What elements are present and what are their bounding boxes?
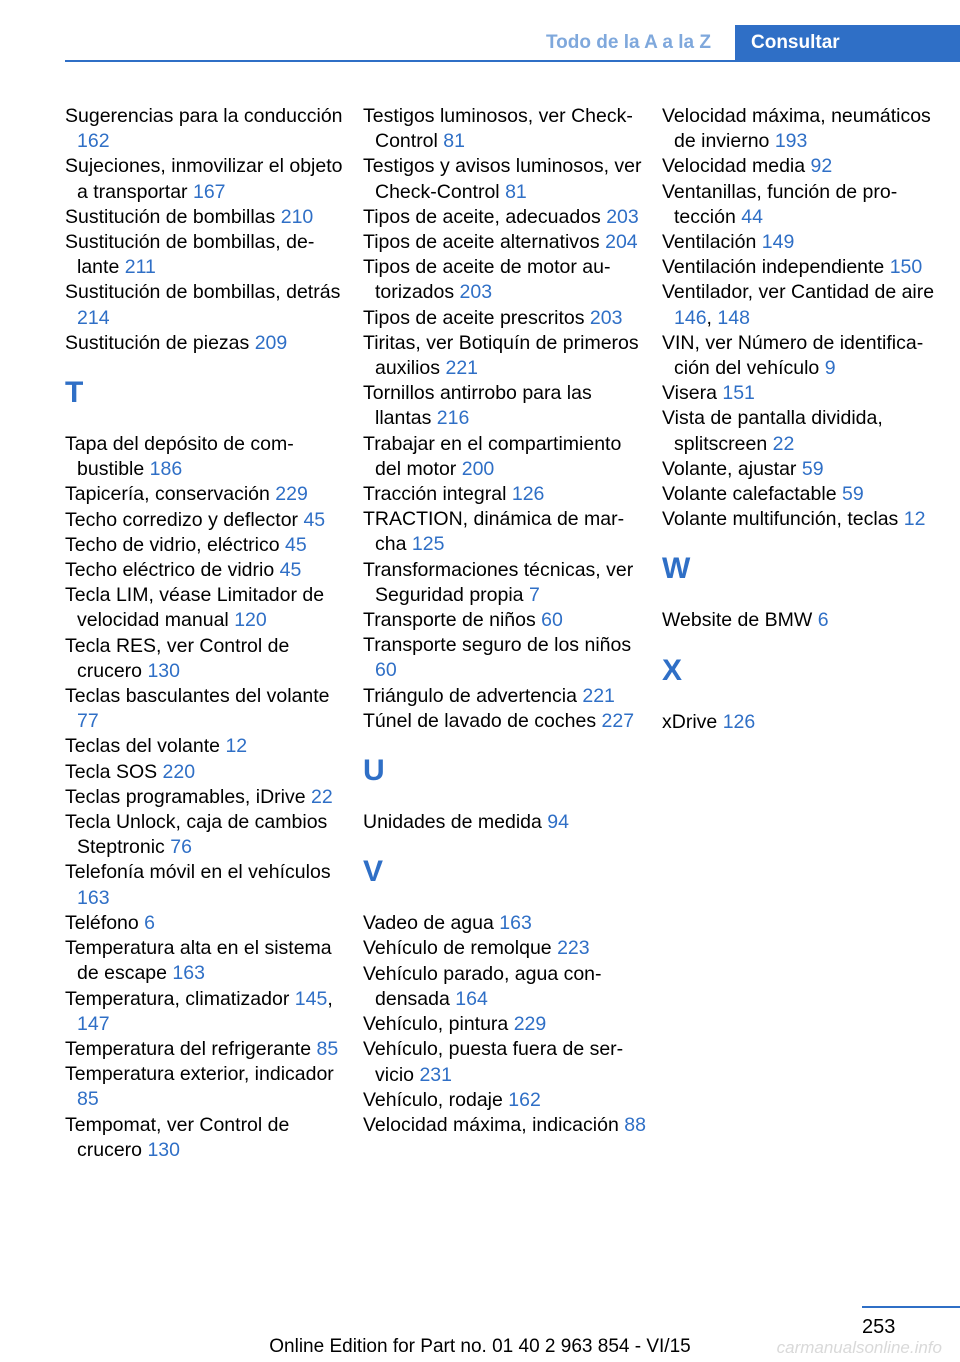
page-link[interactable]: 149 (761, 231, 795, 254)
index-entry (363, 1088, 648, 1113)
index-entry-text: Techo corredizo y deflector (65, 508, 299, 531)
index-entry (65, 583, 350, 633)
index-entry (363, 1037, 648, 1087)
index-entry-text: Unidades de medida (363, 811, 542, 834)
index-letter-heading: V (363, 855, 384, 889)
index-column-1 (65, 104, 350, 1163)
index-entry-text: Tiritas, ver Botiquín de primeros auxilios (363, 331, 639, 380)
page-link[interactable]: 81 (505, 180, 527, 203)
page-link[interactable]: 210 (280, 205, 314, 228)
index-entry-text: Tapicería, conservación (65, 483, 270, 506)
page-link[interactable]: 9 (824, 357, 836, 380)
index-entry-text: Velocidad media (662, 155, 806, 178)
index-entry-text: Techo eléctrico de vidrio (65, 559, 275, 582)
page-link[interactable]: 81 (443, 130, 465, 153)
index-entry-text: Volante calefactable (662, 483, 837, 506)
index-entry-text: Tapa del depósito de combustible (65, 433, 294, 481)
index-entry-text: Tecla SOS (65, 760, 158, 783)
index-entry (65, 911, 350, 936)
index-column-2 (363, 104, 648, 1138)
chapter-tab: Consultar (735, 25, 960, 60)
index-entry-text: Vadeo de agua (363, 912, 494, 935)
index-entry-text: Teclas basculantes del volante (65, 685, 330, 708)
page-number: 253 (862, 1316, 896, 1338)
page-link[interactable]: 12 (225, 735, 248, 758)
index-entry (662, 710, 947, 735)
page-link[interactable]: 59 (801, 457, 824, 480)
index-entry (65, 1062, 350, 1112)
page-link[interactable]: 163 (172, 962, 205, 985)
index-entry-text: Tipos de aceite alternativos (363, 231, 600, 254)
page-link[interactable]: 162 (508, 1088, 541, 1111)
page-link[interactable]: 204 (605, 231, 638, 254)
index-entry-text: Sustitución de bombillas, delante (65, 231, 315, 279)
index-entry (65, 432, 350, 482)
index-entry-text: Ventanillas, función de protección (662, 180, 898, 228)
index-entry (363, 684, 648, 709)
index-entry-text: Transformaciones técnicas, ver Seguridad propia (363, 558, 634, 606)
index-entry (65, 785, 350, 810)
index-entry-text: Sustitución de piezas (65, 331, 250, 354)
index-entry-text: Visera (662, 382, 717, 405)
index-entry (65, 508, 350, 533)
index-entry-text: Transporte seguro de los niños (363, 634, 632, 657)
page-link[interactable]: 45 (285, 533, 307, 556)
section-title: Todo de la A a la Z (545, 32, 711, 53)
page-link[interactable]: 76 (170, 836, 192, 859)
index-entry (65, 533, 350, 558)
index-entry (65, 1037, 350, 1062)
index-letter-heading: T (65, 376, 84, 410)
index-entry (65, 230, 350, 280)
index-entry (65, 104, 350, 154)
page-link[interactable]: 216 (436, 407, 470, 430)
page-link[interactable]: 22 (311, 785, 333, 808)
index-entry (363, 104, 648, 154)
page-link[interactable]: 209 (254, 331, 288, 354)
index-entry (662, 180, 947, 230)
index-entry (65, 482, 350, 507)
index-entry-text: Temperatura alta en el sistema de escape (65, 937, 332, 985)
index-entry (662, 154, 947, 179)
edition-note: Online Edition for Part no. 01 40 2 963 854 - VI/15 (269, 1336, 691, 1357)
page-link[interactable]: 145 (294, 987, 328, 1010)
index-entry (662, 406, 947, 456)
index-entry (662, 457, 947, 482)
page-link[interactable]: 77 (77, 710, 99, 733)
index-entry-text: Tipos de aceite, adecuados (363, 205, 601, 228)
index-entry (363, 936, 648, 961)
page-link[interactable]: 227 (601, 709, 635, 732)
page-link[interactable]: 130 (147, 659, 180, 682)
index-entry (363, 230, 648, 255)
page-link[interactable]: 203 (589, 306, 623, 329)
page-link[interactable]: 163 (77, 886, 110, 909)
index-entry-text: Temperatura del refrigerante (65, 1037, 312, 1060)
index-entry-text: Testigos luminosos, ver Check-Control (363, 105, 633, 153)
page-header (0, 0, 960, 62)
index-entry (65, 154, 350, 204)
index-entry-text: Website de BMW (662, 609, 813, 632)
index-entry-text: Sustitución de bombillas, detrás (65, 281, 341, 304)
index-entry-text: Volante multifunción, teclas (662, 508, 899, 531)
index-entry-text: Telefonía móvil en el vehículos (65, 861, 331, 884)
page-link[interactable]: 44 (741, 205, 763, 228)
page-link[interactable]: 120 (234, 609, 267, 632)
page-link[interactable]: 231 (419, 1063, 452, 1086)
page-link[interactable]: 193 (774, 130, 808, 153)
page-link[interactable]: 150 (889, 256, 923, 279)
index-entry-text: Vehículo, rodaje (363, 1088, 503, 1111)
index-entry (363, 962, 648, 1012)
index-entry (363, 331, 648, 381)
index-entry-text: Triángulo de advertencia (363, 684, 577, 707)
index-entry (363, 709, 648, 734)
index-letter-heading: X (662, 653, 683, 687)
page-link[interactable]: 6 (817, 609, 829, 632)
page-link[interactable]: 163 (499, 912, 532, 935)
page-link[interactable]: 220 (162, 760, 196, 783)
index-letter-heading: U (363, 754, 385, 788)
page-link[interactable]: 22 (772, 432, 795, 455)
page-link[interactable]: 147 (77, 1012, 110, 1035)
page-link[interactable]: 162 (77, 130, 110, 153)
index-entry (662, 482, 947, 507)
index-entry-text: Teléfono (65, 911, 139, 934)
page-link[interactable]: 186 (149, 458, 183, 481)
index-entry (662, 331, 947, 381)
page-link[interactable]: 130 (147, 1138, 180, 1161)
index-entry (363, 432, 648, 482)
index-entry-text: xDrive (662, 710, 718, 733)
page-link[interactable]: 94 (547, 811, 569, 834)
index-entry-text: Sujeciones, inmovilizar el objeto a transportar (65, 155, 343, 203)
page-link[interactable]: 211 (124, 256, 156, 279)
index-entry-text: Túnel de lavado de coches (363, 709, 597, 732)
page-link[interactable]: 45 (279, 559, 302, 582)
index-entry (65, 205, 350, 230)
index-entry (65, 987, 350, 1037)
index-entry-text: Transporte de niños (363, 609, 536, 632)
page-link[interactable]: 92 (810, 155, 833, 178)
index-column-3 (662, 104, 947, 735)
index-entry (65, 684, 350, 734)
index-entry-text: Ventilador, ver Cantidad de aire (662, 281, 935, 304)
page-link[interactable]: 203 (459, 281, 493, 304)
page-link[interactable]: 200 (461, 457, 495, 480)
page-link[interactable]: 221 (445, 357, 479, 380)
page-link[interactable]: 125 (411, 533, 445, 556)
index-entry (65, 1113, 350, 1163)
index-entry (363, 205, 648, 230)
index-entry-text: TRACTION, dinámica de marcha (363, 508, 625, 556)
page-link[interactable]: 221 (582, 684, 615, 707)
index-entry-text: VIN, ver Número de identificación del vehículo (662, 331, 924, 380)
index-entry (662, 507, 947, 532)
index-entry-text: Techo de vidrio, eléctrico (65, 533, 280, 556)
page-link[interactable]: 229 (275, 483, 308, 506)
index-entry-text: Teclas programables, iDrive (65, 785, 306, 808)
page-link[interactable]: 85 (77, 1088, 99, 1111)
page-link[interactable]: 214 (77, 306, 110, 329)
index-entry-text: Velocidad máxima, indicación (363, 1113, 619, 1136)
index-entry (363, 558, 648, 608)
index-entry-text: Tecla RES, ver Control de crucero (65, 634, 290, 682)
index-entry-text: Volante, ajustar (662, 457, 797, 480)
footer-rule (862, 1306, 960, 1308)
page-link[interactable]: 45 (303, 508, 326, 531)
page-link[interactable]: 164 (455, 987, 488, 1010)
index-entry-text: Vehículo, pintura (363, 1013, 509, 1036)
index-entry (65, 810, 350, 860)
page-separator: , (706, 306, 718, 329)
index-entry (65, 331, 350, 356)
index-entry-text: Teclas del volante (65, 735, 221, 758)
index-entry-text: Tecla Unlock, caja de cambios Steptronic (65, 811, 328, 859)
page-link[interactable]: 203 (606, 205, 639, 228)
index-entry-text: Ventilación (662, 231, 757, 254)
page-link[interactable]: 126 (722, 710, 756, 733)
page-link[interactable]: 7 (528, 583, 540, 606)
index-entry (363, 1113, 648, 1138)
page-link[interactable]: 223 (557, 937, 590, 960)
index-entry (662, 608, 947, 633)
index-entry (363, 911, 648, 936)
header-rule (65, 60, 960, 62)
index-entry-text: Tracción integral (363, 483, 507, 506)
index-entry (65, 634, 350, 684)
index-entry-text: Tipos de aceite prescritos (363, 306, 585, 329)
page-separator: , (327, 987, 333, 1010)
page-link[interactable]: 146 (674, 306, 707, 329)
index-entry-text: Vehículo parado, agua condensada (363, 962, 602, 1010)
index-entry (662, 230, 947, 255)
index-entry-text: Vehículo de remolque (363, 937, 552, 960)
index-entry-text: Vista de pantalla dividida, splitscreen (662, 407, 883, 455)
page-link[interactable]: 88 (624, 1113, 646, 1136)
page-link[interactable]: 6 (144, 911, 156, 934)
index-entry (363, 1012, 648, 1037)
index-entry-text: Temperatura exterior, indicador (65, 1063, 334, 1086)
index-entry (363, 633, 648, 683)
index-entry (363, 608, 648, 633)
index-entry (65, 760, 350, 785)
index-entry (65, 860, 350, 910)
index-entry-text: Tornillos antirrobo para las llantas (363, 382, 592, 430)
page-link[interactable]: 148 (717, 306, 750, 329)
index-entry (363, 381, 648, 431)
index-entry (363, 306, 648, 331)
index-entry (65, 734, 350, 759)
page-link[interactable]: 229 (513, 1013, 547, 1036)
index-entry (662, 255, 947, 280)
index-letter-heading: W (662, 552, 691, 586)
index-entry (363, 255, 648, 305)
page-link[interactable]: 85 (316, 1037, 339, 1060)
page-link[interactable]: 60 (541, 609, 563, 632)
index-entry-text: Tecla LIM, véase Limitador de velocidad manual (65, 584, 325, 632)
index-entry (363, 482, 648, 507)
index-entry-text: Ventilación independiente (662, 256, 885, 279)
page-link[interactable]: 60 (375, 659, 397, 682)
index-entry-text: Temperatura, climatizador (65, 987, 290, 1010)
page-link[interactable]: 167 (192, 180, 226, 203)
page-link[interactable]: 151 (722, 382, 755, 405)
index-entry (662, 104, 947, 154)
index-entry-text: Testigos y avisos luminosos, ver Check-Control (363, 155, 642, 203)
index-entry (363, 810, 648, 835)
index-entry (363, 154, 648, 204)
index-entry-text: Tempomat, ver Control de crucero (65, 1113, 290, 1161)
index-entry (662, 381, 947, 406)
index-entry-text: Tipos de aceite de motor autorizados (363, 256, 611, 304)
index-entry-text: Trabajar en el compartimiento del motor (363, 432, 622, 480)
index-entry (363, 507, 648, 557)
index-entry-text: Sustitución de bombillas (65, 205, 276, 228)
index-entry (662, 280, 947, 330)
watermark: carmanualsonline.info (776, 1338, 942, 1357)
index-entry (65, 936, 350, 986)
index-entry (65, 280, 350, 330)
page-link[interactable]: 59 (841, 483, 864, 506)
page-link[interactable]: 12 (903, 508, 926, 531)
index-entry-text: Sugerencias para la conducción (65, 105, 343, 127)
index-entry-text: Velocidad máxima, neumáticos de invierno (662, 105, 931, 153)
index-entry (65, 558, 350, 583)
index-entry-text: Vehículo, puesta fuera de servicio (363, 1038, 624, 1086)
page-link[interactable]: 126 (511, 483, 545, 506)
